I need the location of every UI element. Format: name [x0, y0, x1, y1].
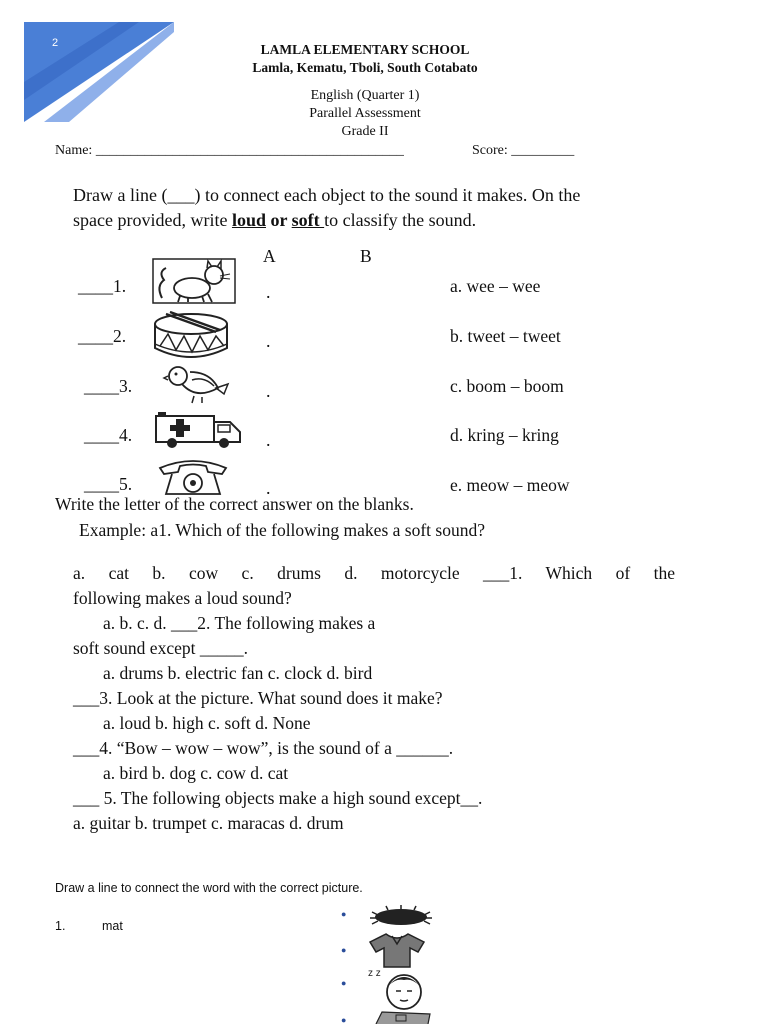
- connect-bullet[interactable]: ●: [341, 909, 347, 919]
- mc-line-1: a. cat b. cow c. drums d. motorcycle ___1. Which of the: [73, 563, 675, 583]
- mc-line-10: ___ 5. The following objects make a high sound except__.: [73, 788, 483, 808]
- score-field[interactable]: Score: _________: [472, 143, 575, 158]
- mat-icon: [366, 904, 436, 930]
- mc-line-3: a. b. c. d. ___2. The following makes a: [103, 613, 376, 633]
- item-number[interactable]: ____5.: [84, 474, 133, 494]
- part3-instruction: Draw a line to connect the word with the correct picture.: [55, 881, 363, 895]
- bird-icon: [162, 358, 230, 404]
- svg-text:z z: z z: [368, 968, 381, 979]
- connect-bullet[interactable]: ●: [341, 978, 347, 988]
- connect-dot[interactable]: .: [266, 282, 271, 302]
- loud-keyword: loud: [231, 210, 266, 230]
- mc-line-11: a. guitar b. trumpet c. maracas d. drum: [73, 813, 344, 833]
- mc-line-5: a. drums b. electric fan c. clock d. bird: [103, 663, 373, 683]
- part1-instruction-line2: space provided, write loud or soft to classify the sound.: [73, 210, 477, 230]
- mc-line-9: a. bird b. dog c. cow d. cat: [103, 763, 289, 783]
- connect-dot[interactable]: .: [266, 331, 271, 351]
- cat-icon: [152, 258, 236, 304]
- paper-icon: [372, 1010, 434, 1024]
- connect-bullet[interactable]: ●: [341, 945, 347, 955]
- grade-level: Grade II: [341, 124, 389, 139]
- telephone-icon: [156, 458, 230, 498]
- connect-dot[interactable]: .: [266, 381, 271, 401]
- column-a-header: A: [263, 246, 276, 266]
- word-item-number: 1.: [55, 919, 66, 933]
- sound-option: d. kring – kring: [450, 425, 559, 445]
- page-number: 2: [52, 37, 59, 49]
- soft-keyword: soft: [291, 210, 325, 230]
- name-field[interactable]: Name: ____________________________________________: [55, 143, 404, 158]
- column-b-header: B: [360, 246, 372, 266]
- school-address: Lamla, Kematu, Tboli, South Cotabato: [252, 60, 478, 75]
- mc-line-4: soft sound except _____.: [73, 638, 248, 658]
- part2-example: Example: a1. Which of the following makes a soft sound?: [79, 520, 485, 540]
- connect-dot[interactable]: .: [266, 478, 271, 498]
- connect-bullet[interactable]: ●: [341, 1015, 347, 1025]
- sleeping-boy-icon: [366, 964, 430, 1012]
- part1-instruction-line1: Draw a line (___) to connect each object to the sound it makes. On the: [73, 185, 581, 205]
- item-number[interactable]: ____4.: [84, 425, 133, 445]
- item-number[interactable]: ____3.: [84, 376, 133, 396]
- sound-option: e. meow – meow: [450, 475, 570, 495]
- item-number[interactable]: ____1.: [78, 276, 127, 296]
- ambulance-icon: [152, 410, 244, 450]
- sound-option: b. tweet – tweet: [450, 326, 561, 346]
- mc-line-8: ___4. “Bow – wow – wow”, is the sound of a ______.: [73, 738, 454, 758]
- mc-line-6: ___3. Look at the picture. What sound does it make?: [73, 688, 443, 708]
- word-item: mat: [102, 919, 123, 933]
- mc-line-7: a. loud b. high c. soft d. None: [103, 713, 311, 733]
- school-name: LAMLA ELEMENTARY SCHOOL: [260, 42, 470, 57]
- mc-line-2: following makes a loud sound?: [73, 588, 292, 608]
- connect-dot[interactable]: .: [266, 430, 271, 450]
- sound-option: a. wee – wee: [450, 276, 541, 296]
- subject: English (Quarter 1): [310, 88, 420, 103]
- item-number[interactable]: ____2.: [78, 326, 127, 346]
- sound-option: c. boom – boom: [450, 376, 564, 396]
- drum-icon: [152, 310, 230, 360]
- part2-instruction: Write the letter of the correct answer on the blanks.: [55, 494, 414, 514]
- assessment-type: Parallel Assessment: [309, 106, 421, 121]
- shirt-icon: [368, 932, 426, 968]
